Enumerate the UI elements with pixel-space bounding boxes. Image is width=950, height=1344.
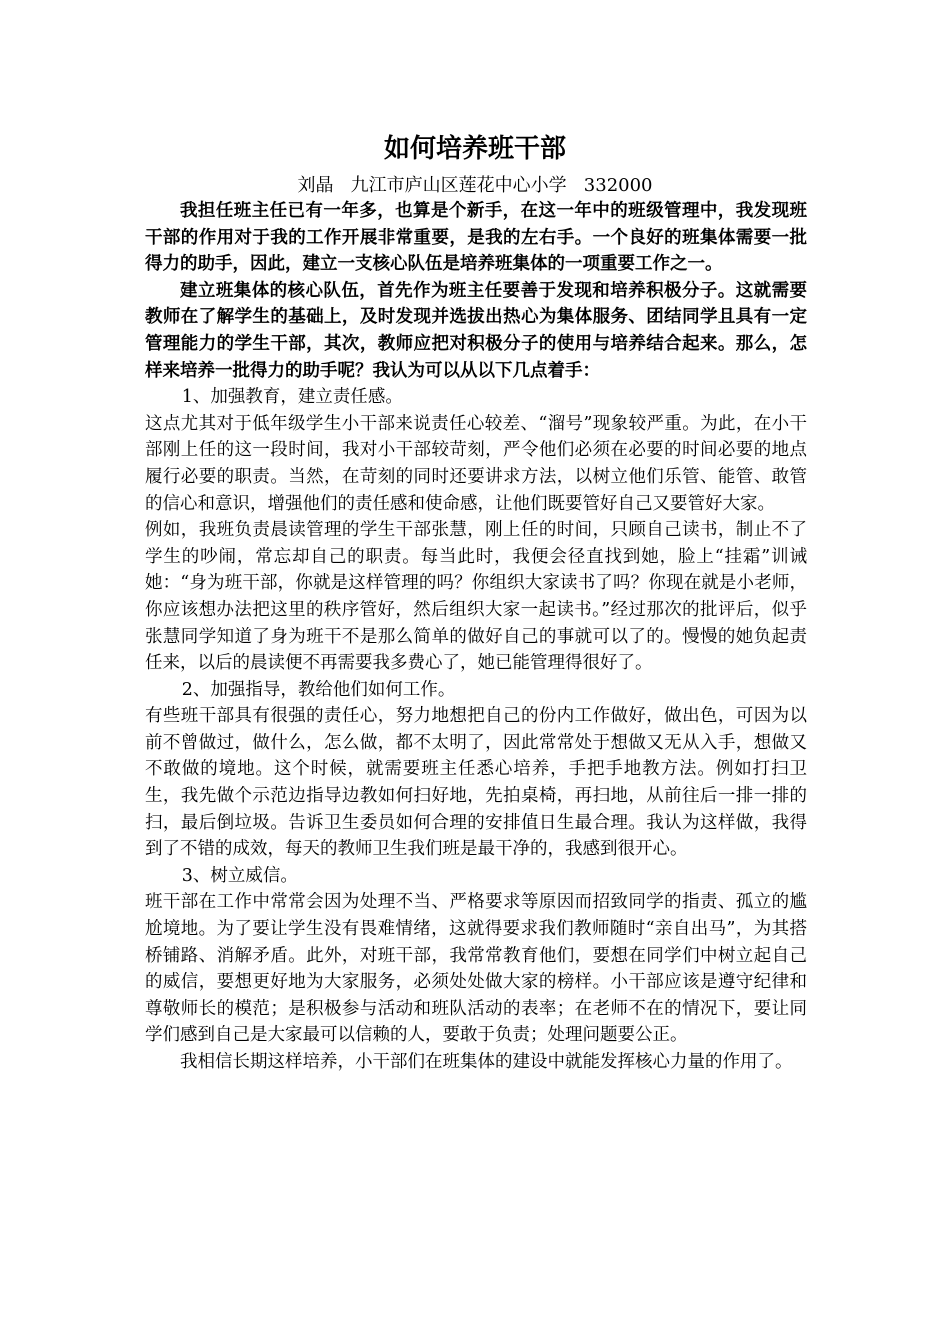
section-heading-1: 1、加强教育，建立责任感。 [181, 387, 403, 408]
closing-paragraph: 我相信长期这样培养，小干部们在班集体的建设中就能发挥核心力量的作用了。 [180, 1052, 793, 1072]
section-1-paragraph: 这点尤其对于低年级学生小干部来说责任心较差、“溜号”现象较严重。为此，在小干部刚上任的这一段时间，我对小干部较苛刻，严令他们必须在必要的时间必要的地点履行必要的职责。当然，在苛刻的同时还要讲求方法，以树立他们乐管、能管、敢管的信心和意识，增强他们的责任感和使命感，让他们既要管好自己又要管好大家。 [145, 413, 807, 514]
core-team-paragraph: 建立班集体的核心队伍，首先作为班主任要善于发现和培养积极分子。这就需要教师在了解学生的基础上，及时发现并选拔出热心为集体服务、团结同学且具有一定管理能力的学生干部，其次，教师应把对积极分子的使用与培养结合起来。那么，怎样来培养一批得力的助手呢？我认为可以从以下几点着手： [145, 280, 807, 381]
document-body [145, 198, 807, 1076]
section-heading-2: 2、加强指导，教给他们如何工作。 [181, 679, 456, 700]
section-1-example-paragraph: 例如，我班负责晨读管理的学生干部张慧，刚上任的时间，只顾自己读书，制止不了学生的吵闹，常忘却自己的职责。每当此时，我便会径直找到她，脸上“挂霜”训诫她：“身为班干部，你就是这样管理的吗？你组织大家读书了吗？你现在就是小老师，你应该想办法把这里的秩序管好，然后组织大家一起读书。”经过那次的批评后，似乎张慧同学知道了身为班干不是那么简单的做好自己的事就可以了的。慢慢的她负起责任来，以后的晨读便不再需要我多费心了，她已能管理得很好了。 [145, 520, 807, 674]
section-2-paragraph: 有些班干部具有很强的责任心，努力地想把自己的份内工作做好，做出色，可因为以前不曾做过，做什么，怎么做，都不太明了，因此常常处于想做又无从入手，想做又不敢做的境地。这个时候，就需要班主任悉心培养，手把手地教方法。例如打扫卫生，我先做个示范边指导边教如何扫好地，先拍桌椅，再扫地，从前往后一排一排的扫，最后倒垃圾。告诉卫生委员如何合理的安排值日生最合理。我认为这样做，我得到了不错的成效，每天的教师卫生我们班是最干净的，我感到很开心。 [145, 706, 807, 860]
section-3-paragraph: 班干部在工作中常常会因为处理不当、严格要求等原因而招致同学的指责、孤立的尴尬境地。为了要让学生没有畏难情绪，这就得要求我们教师随时“亲自出马”，为其搭桥铺路、消解矛盾。此外，对班干部，我常常教育他们，要想在同学们中树立起自己的威信，要想更好地为大家服务，必须处处做大家的榜样。小干部应该是遵守纪律和尊敬师长的模范；是积极参与活动和班队活动的表率；在老师不在的情况下，要让同学们感到自己是大家最可以信赖的人，要敢于负责；处理问题要公正。 [145, 892, 807, 1046]
intro-paragraph: 我担任班主任已有一年多，也算是个新手，在这一年中的班级管理中，我发现班干部的作用对于我的工作开展非常重要，是我的左右手。一个良好的班集体需要一批得力的助手，因此，建立一支核心队伍是培养班集体的一项重要工作之一。 [145, 201, 807, 275]
author-byline: 刘晶 九江市庐山区莲花中心小学 332000 [297, 175, 653, 196]
document-title: 如何培养班干部 [383, 134, 566, 164]
section-heading-3: 3、树立威信。 [181, 865, 298, 886]
